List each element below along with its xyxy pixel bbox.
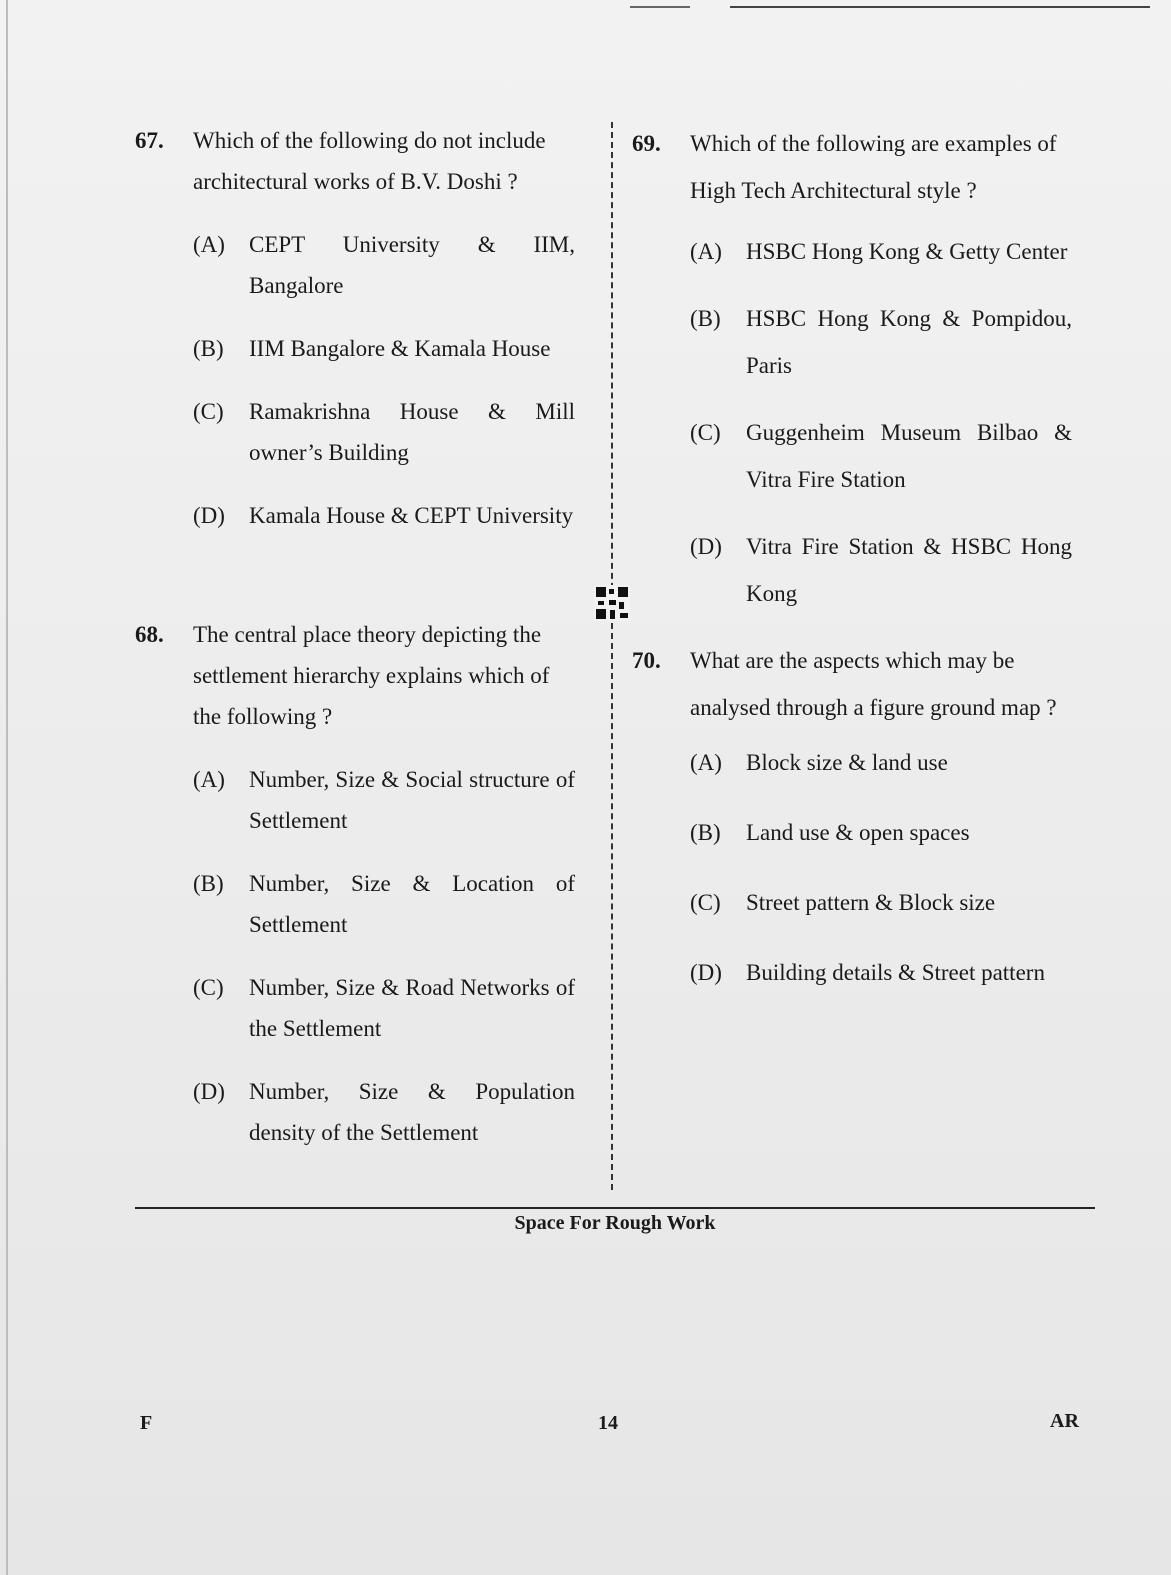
option-text: Street pattern & Block size <box>746 890 996 915</box>
question-70 <box>632 637 1072 996</box>
option-c <box>632 409 1072 503</box>
footer-subject-code: AR <box>1050 1410 1079 1432</box>
option-text: Number, Size & Social structure of Settlement <box>249 767 575 833</box>
option-text: Guggenheim Museum Bilbao & Vitra Fire Station <box>746 420 1072 492</box>
option-b <box>135 328 575 369</box>
option-text: Building details & Street pattern <box>746 960 1045 985</box>
option-text: Land use & open spaces <box>746 820 970 845</box>
option-letter: (D) <box>690 534 722 559</box>
bottom-rule <box>135 1207 1095 1209</box>
option-letter: (D) <box>193 503 225 528</box>
question-number: 67. <box>135 128 164 153</box>
question-68 <box>135 614 575 1153</box>
question-67 <box>135 120 575 536</box>
option-letter: (B) <box>690 820 721 845</box>
option-letter: (B) <box>193 336 224 361</box>
page-edge <box>6 0 8 1575</box>
option-text: Number, Size & Location of Settlement <box>249 871 575 937</box>
option-d <box>632 949 1072 996</box>
option-c <box>632 879 1072 926</box>
option-d <box>135 495 575 536</box>
qr-code-icon <box>594 585 630 621</box>
option-text: Kamala House & CEPT University <box>249 503 574 528</box>
option-d <box>632 523 1072 617</box>
footer-page-number: 14 <box>598 1412 618 1434</box>
option-text: IIM Bangalore & Kamala House <box>249 336 551 361</box>
option-b <box>632 809 1072 856</box>
rough-work-label: Space For Rough Work <box>514 1212 716 1234</box>
option-d <box>135 1071 575 1153</box>
option-letter: (C) <box>193 975 224 1000</box>
option-text: Ramakrishna House & Mill owner’s Building <box>249 399 575 465</box>
left-column <box>135 120 575 1175</box>
option-letter: (D) <box>193 1079 225 1104</box>
option-letter: (A) <box>690 239 722 264</box>
option-c <box>135 967 575 1049</box>
option-letter: (A) <box>690 750 722 775</box>
question-number: 68. <box>135 622 164 647</box>
option-letter: (B) <box>690 306 721 331</box>
option-text: HSBC Hong Kong & Pompidou, Paris <box>746 306 1072 378</box>
question-number: 69. <box>632 131 661 156</box>
question-text: What are the aspects which may be analysed through a figure ground map ? <box>690 648 1057 720</box>
column-divider <box>611 122 613 1190</box>
option-letter: (C) <box>193 399 224 424</box>
option-letter: (D) <box>690 960 722 985</box>
option-a <box>632 228 1072 275</box>
footer-set-code: F <box>140 1412 153 1434</box>
option-letter: (B) <box>193 871 224 896</box>
option-b <box>632 295 1072 389</box>
option-b <box>135 863 575 945</box>
option-text: Vitra Fire Station & HSBC Hong Kong <box>746 534 1072 606</box>
question-text: Which of the following are examples of High Tech Architectural style ? <box>690 131 1057 203</box>
option-text: HSBC Hong Kong & Getty Center <box>746 239 1068 264</box>
option-a <box>135 759 575 841</box>
right-column <box>632 120 1072 1016</box>
option-letter: (C) <box>690 420 721 445</box>
option-text: Block size & land use <box>746 750 948 775</box>
option-text: CEPT University & IIM, Bangalore <box>249 232 575 298</box>
option-letter: (A) <box>193 767 225 792</box>
option-a <box>135 224 575 306</box>
option-letter: (A) <box>193 232 225 257</box>
question-69 <box>632 120 1072 617</box>
option-text: Number, Size & Road Networks of the Settlement <box>249 975 575 1041</box>
option-c <box>135 391 575 473</box>
question-text: Which of the following do not include architectural works of B.V. Doshi ? <box>193 128 546 194</box>
option-letter: (C) <box>690 890 721 915</box>
top-rule-short <box>630 6 690 8</box>
top-rule <box>730 6 1150 8</box>
option-text: Number, Size & Population density of the Settlement <box>249 1079 575 1145</box>
question-number: 70. <box>632 648 661 673</box>
question-text: The central place theory depicting the settlement hierarchy explains which of the following ? <box>193 622 550 729</box>
option-a <box>632 739 1072 786</box>
